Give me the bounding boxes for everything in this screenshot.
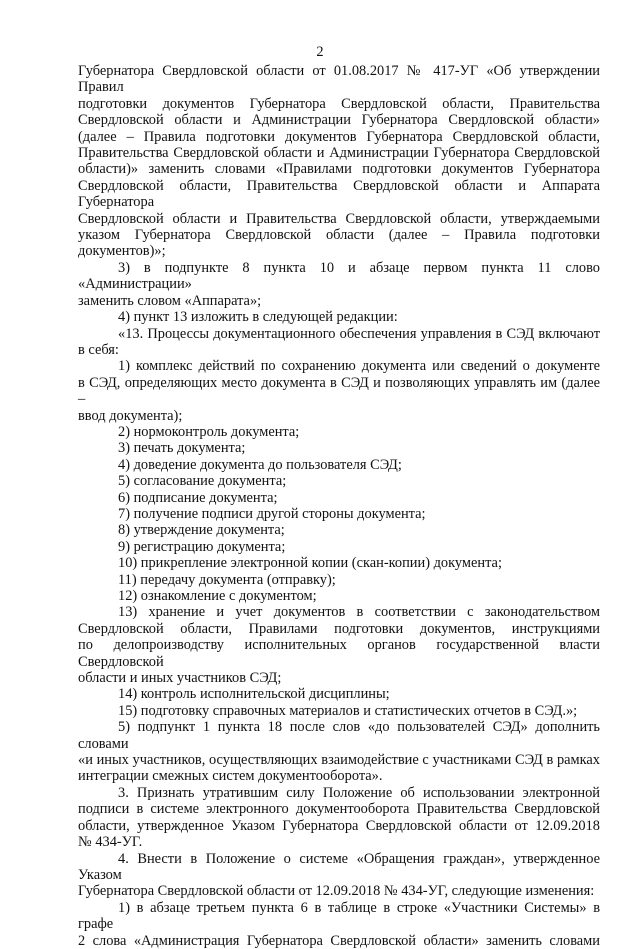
paragraph-line: Свердловской области и Правительства Свердловской области, утверждаемыми	[78, 210, 600, 227]
paragraph-line: заменить словом «Аппарата»;	[78, 292, 262, 309]
paragraph-line: указом Губернатора Свердловской области (далее – Правила подготовки	[78, 227, 600, 244]
paragraph-line: в себя:	[78, 341, 119, 358]
paragraph-line: 14) контроль исполнительской дисциплины;	[118, 686, 390, 703]
paragraph-line: по делопроизводству исполнительных органов государственной власти Свердловской	[78, 637, 600, 670]
paragraph-line: Губернатора Свердловской области от 01.08.2017 № 417-УГ «Об утверждении Правил	[78, 63, 600, 96]
paragraph-line: области и иных участников СЭД;	[78, 670, 282, 687]
paragraph-line: Губернатора Свердловской области от 12.09.2018 № 434-УГ, следующие изменения:	[78, 883, 595, 900]
page-number: 2	[316, 44, 324, 60]
paragraph-line: 11) передачу документа (отправку);	[118, 571, 336, 588]
paragraph-line: 7) получение подписи другой стороны документа;	[118, 505, 426, 522]
paragraph-line: Свердловской области, Правилами подготовки документов, инструкциями	[78, 620, 600, 637]
paragraph-line: 3) печать документа;	[118, 440, 246, 457]
paragraph-line: 1) комплекс действий по сохранению документа или сведений о документе	[118, 358, 600, 375]
paragraph-line: № 434-УГ.	[78, 834, 143, 851]
paragraph-line: 10) прикрепление электронной копии (скан-копии) документа;	[118, 555, 502, 572]
paragraph-line: 5) подпункт 1 пункта 18 после слов «до пользователей СЭД» дополнить словами	[78, 719, 600, 752]
paragraph-line: 3. Признать утратившим силу Положение об использовании электронной	[118, 784, 600, 801]
paragraph-line: 8) утверждение документа;	[118, 522, 285, 539]
paragraph-line: 1) в абзаце третьем пункта 6 в таблице в строке «Участники Системы» в графе	[78, 899, 600, 933]
paragraph-line: 2 слова «Администрация Губернатора Свердловской области» заменить словами	[78, 932, 600, 949]
paragraph-line: области, утвержденное Указом Губернатора Свердловской области от 12.09.2018	[78, 817, 600, 834]
paragraph-line: 4. Внести в Положение о системе «Обращения граждан», утвержденное Указом	[78, 850, 600, 883]
paragraph-line: 9) регистрацию документа;	[118, 538, 286, 555]
paragraph-line: Свердловской области и Администрации Губернатора Свердловской области»	[78, 112, 600, 129]
paragraph-line: 4) доведение документа до пользователя СЭД;	[118, 456, 402, 473]
paragraph-line: 2) нормоконтроль документа;	[118, 423, 300, 440]
paragraph-line: 4) пункт 13 изложить в следующей редакции:	[118, 309, 398, 326]
paragraph-line: в СЭД, определяющих место документа в СЭД и позволяющих управлять им (далее –	[78, 374, 600, 408]
document-body	[78, 63, 600, 949]
paragraph-line: 3) в подпункте 8 пункта 10 и абзаце первом пункта 11 слово «Администрации»	[78, 259, 600, 293]
paragraph-line: ввод документа);	[78, 407, 183, 424]
paragraph-line: 12) ознакомление с документом;	[118, 588, 317, 604]
paragraph-line: «и иных участников, осуществляющих взаимодействие с участниками СЭД в рамках	[78, 752, 600, 769]
paragraph-line: подготовки документов Губернатора Свердловской области, Правительства	[78, 95, 600, 112]
paragraph-line: 15) подготовку справочных материалов и статистических отчетов в СЭД.»;	[118, 702, 578, 719]
paragraph-line: документов)»;	[78, 243, 166, 260]
paragraph-line: 5) согласование документа;	[118, 473, 287, 490]
paragraph-line: подписи в системе электронного документооборота Правительства Свердловской	[78, 801, 600, 818]
paragraph-line: (далее – Правила подготовки документов Губернатора Свердловской области,	[78, 128, 600, 145]
paragraph-line: области)» заменить словами «Правилами подготовки документов Губернатора	[78, 161, 600, 178]
paragraph-line: 13) хранение и учет документов в соответствии с законодательством	[118, 604, 600, 621]
paragraph-line: 6) подписание документа;	[118, 489, 278, 506]
paragraph-line: Правительства Свердловской области и Администрации Губернатора Свердловской	[78, 145, 600, 162]
paragraph-line: Свердловской области, Правительства Свердловской области и Аппарата Губернатора	[78, 177, 600, 211]
paragraph-line: «13. Процессы документационного обеспечения управления в СЭД включают	[118, 325, 600, 342]
paragraph-line: интеграции смежных систем документооборота».	[78, 768, 383, 785]
